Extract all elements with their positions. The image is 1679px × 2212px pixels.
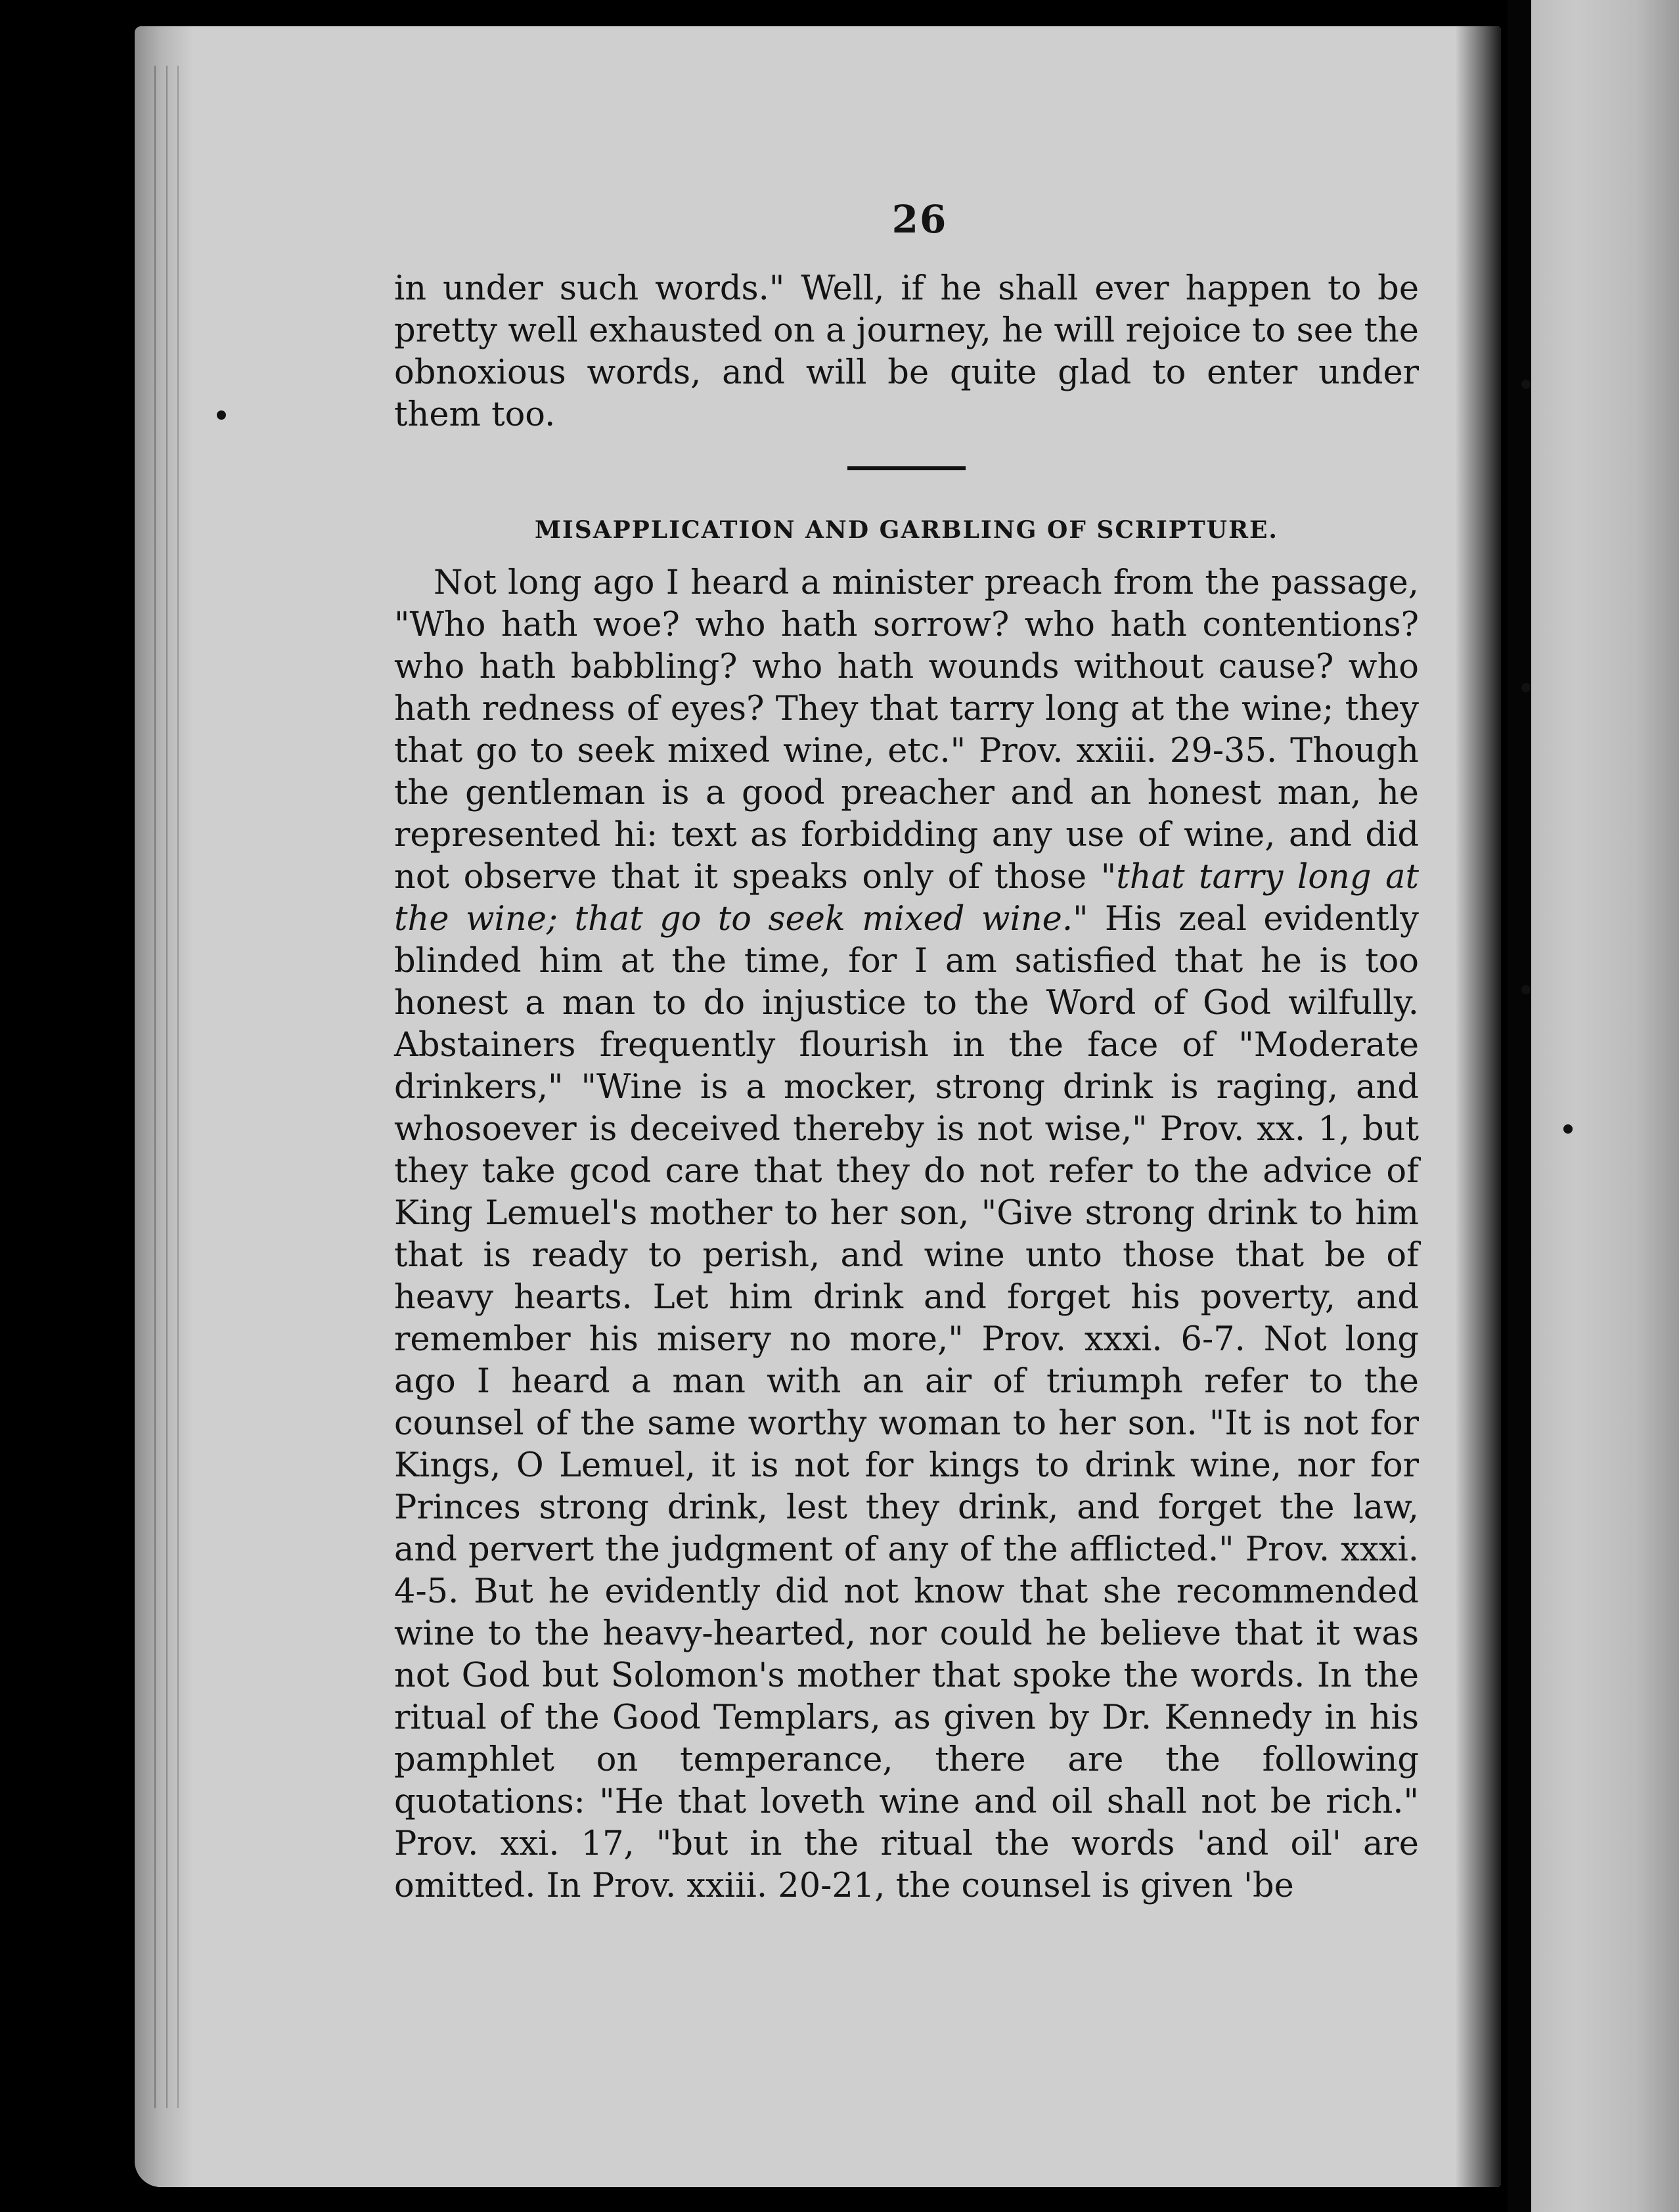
ink-speck [1521,380,1531,389]
section-divider [847,466,966,470]
binding-shadow [1508,0,1531,2212]
page-edge-line [166,66,168,2108]
adjacent-page-edge [1508,0,1679,2212]
ink-speck [1563,1124,1573,1134]
ink-speck [217,410,226,420]
ink-speck [1521,985,1531,994]
body-paragraph [394,562,1419,1907]
ink-speck [1521,683,1531,692]
body-text-part1: Not long ago I heard a minister preach from the passage, "Who hath woe? who hath sorrow? who hath contentions? who hath babbling? who hath wounds without cause? who hath redness of eyes? They that tarry long at the wine; they that go to seek mixed wine, etc." Prov. xxiii. 29-35. Though the gentleman is a good preacher and an honest man, he represented hi: text as forbidding any use of wine, and did not observe that it speaks only of those " [394,564,1419,896]
page-number: 26 [891,197,948,242]
intro-paragraph: in under such words." Well, if he shall ever happen to be pretty well exhausted on a journey, he will rejoice to see the obnoxious words, and will be quite glad to enter under them too. [394,269,1419,434]
body-text-italic: that tarry long at the wine; that go to seek mixed wine. [394,858,1419,939]
page-text [394,197,1419,1907]
section-heading: MISAPPLICATION AND GARBLING OF SCRIPTURE. [535,516,1278,544]
body-text-part2: " His zeal evidently blinded him at the time, for I am satisfied that he is too honest a man to do injustice to the Word of God wilfully. Abstainers frequently flourish in the face of "Moderate drinkers," "Wine is a mocker, strong drink is raging, and whosoever is deceived thereby is not wise," Prov. xx. 1, but they take gcod care that they do not refer to the advice of King Lemuel's mother to her son, "Give strong drink to him that is ready to perish, and wine unto those that be of heavy hearts. Let him drink and forget his poverty, and remember his misery no more," Prov. xxxi. 6-7. Not long ago I heard a man with an air of triumph refer to the counsel of the same worthy woman to her son. "It is not for Kings, O Lemuel, it is not for kings to drink wine, nor for Princes strong drink, lest they drink, and forget the law, and pervert the judgment of any of the afflicted." Prov. xxxi. 4-5. But he evidently did not know that she recommended wine to the heavy-hearted, nor could he believe that it was not God but Solomon's mother that spoke the words. In the ritual of the Good Templars, as given by Dr. Kennedy in his pamphlet on temperance, there are the following quotations: "He that loveth wine and oil shall not be rich." Prov. xxi. 17, "but in the ritual the words 'and oil' are omitted. In Prov. xxiii. 20-21, the counsel is given 'be [394,900,1419,1905]
page-edge-line [177,66,179,2108]
page-edge-line [154,66,156,2108]
